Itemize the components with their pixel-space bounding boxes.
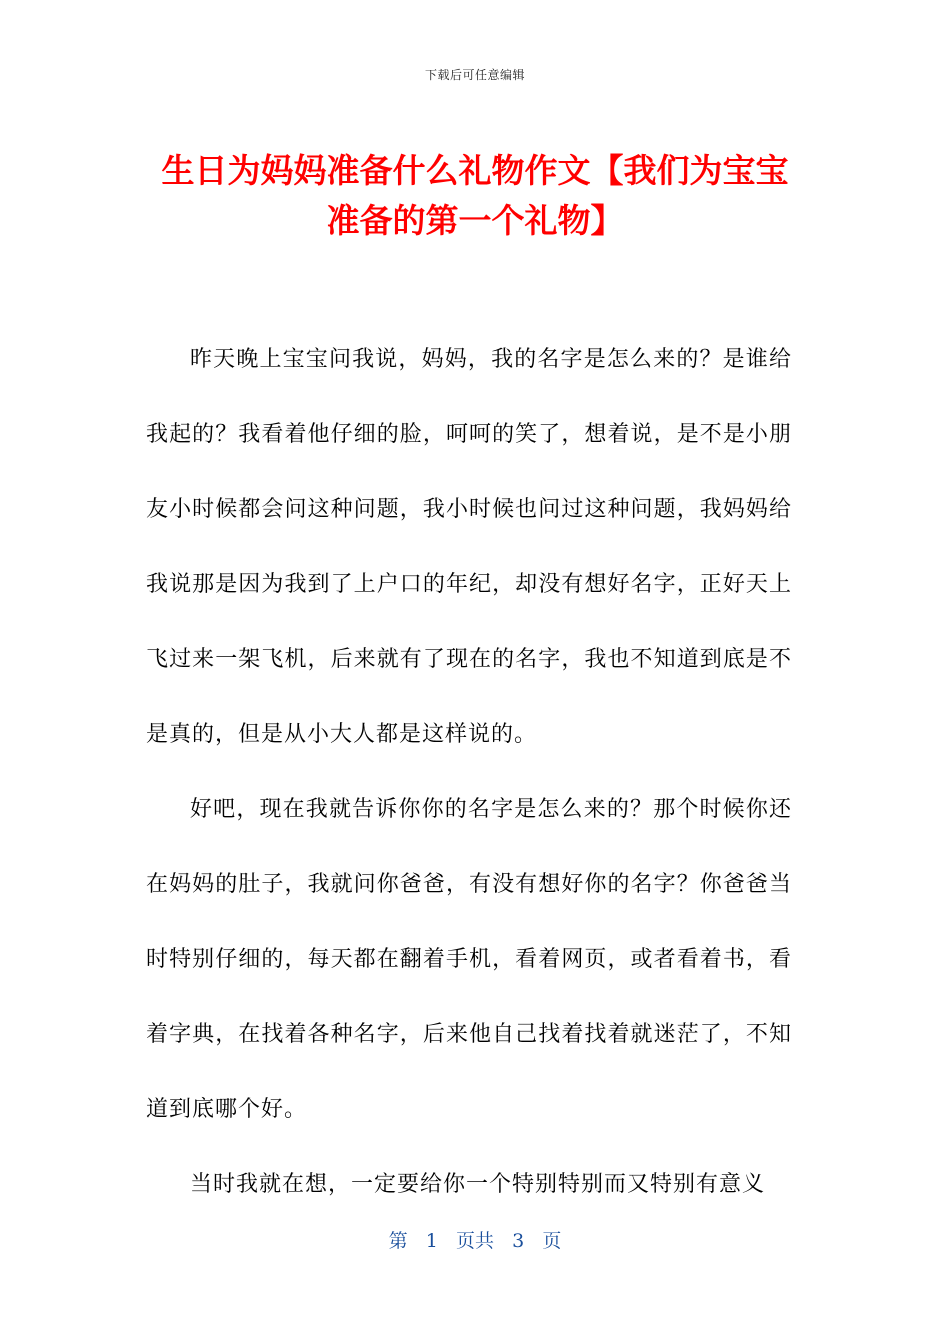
paragraph-2: 好吧，现在我就告诉你你的名字是怎么来的？那个时候你还在妈妈的肚子，我就问你爸爸，有没有想好你的名字？你爸爸当时特别仔细的，每天都在翻着手机，看着网页，或者看着书，看着字典，在找着各种名字，后来他自己找着找着就迷茫了，不知道到底哪个好。 — [146, 797, 792, 1122]
footer-page-prefix: 第 — [388, 1230, 408, 1252]
footer-page-suffix: 页 — [542, 1230, 562, 1252]
document-body — [146, 322, 792, 1222]
document-title: 生日为妈妈准备什么礼物作文【我们为宝宝准备的第一个礼物】 — [161, 151, 789, 240]
header-note: 下载后可任意编辑 — [424, 68, 525, 82]
footer-page-middle: 页共 — [455, 1230, 494, 1252]
footer-total-pages: 3 — [512, 1230, 525, 1252]
footer-current-page: 1 — [425, 1230, 438, 1252]
paragraph-3: 当时我就在想，一定要给你一个特别特别而又特别有意义 — [190, 1172, 766, 1197]
paragraph-1: 昨天晚上宝宝问我说，妈妈，我的名字是怎么来的？是谁给我起的？我看着他仔细的脸，呵呵的笑了，想着说，是不是小朋友小时候都会问这种问题，我小时候也问过这种问题，我妈妈给我说那是因为我到了上户口的年纪，却没有想好名字，正好天上飞过来一架飞机，后来就有了现在的名字，我也不知道到底是不是真的，但是从小大人都是这样说的。 — [146, 347, 792, 747]
page-footer — [0, 1226, 950, 1253]
